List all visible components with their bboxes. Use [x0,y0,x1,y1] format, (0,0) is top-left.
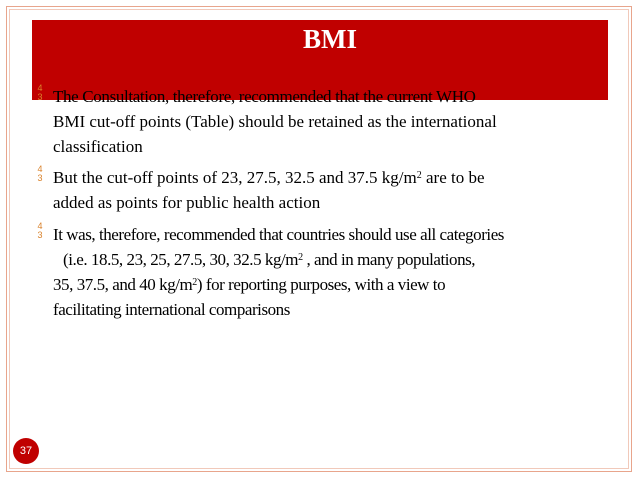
bullet-icon: 4 3 [37,83,43,102]
paragraph-1-line: The Consultation, therefore, recommended that the current WHO [53,87,476,106]
paragraph-1-line: BMI cut-off points (Table) should be retained as the international [53,112,497,131]
bullet-icon: 4 3 [37,164,43,183]
paragraph-1-line: classification [53,137,143,156]
paragraph-3-line: facilitating international comparisons [53,300,290,319]
page-number-badge: 37 [13,438,39,464]
paragraph-1 [53,84,603,159]
bullet-icon: 4 3 [37,221,43,240]
paragraph-2 [53,165,603,215]
paragraph-3 [53,222,603,322]
slide-title: BMI [303,24,357,54]
paragraph-3-line: It was, therefore, recommended that countries should use all categories [53,225,504,244]
paragraph-2-line: But the cut-off points of 23, 27.5, 32.5 and 37.5 $kg/m^2$ are to be [53,168,485,187]
paragraph-3-line: 35, 37.5, and 40 $kg/m^2$) for reporting purposes, with a view to [53,275,446,294]
paragraph-3-line: (i.e. 18.5, 23, 25, 27.5, 30, 32.5 $kg/m^2$ , and in many populations, [63,250,476,269]
paragraph-2-line: added as points for public health action [53,193,321,212]
